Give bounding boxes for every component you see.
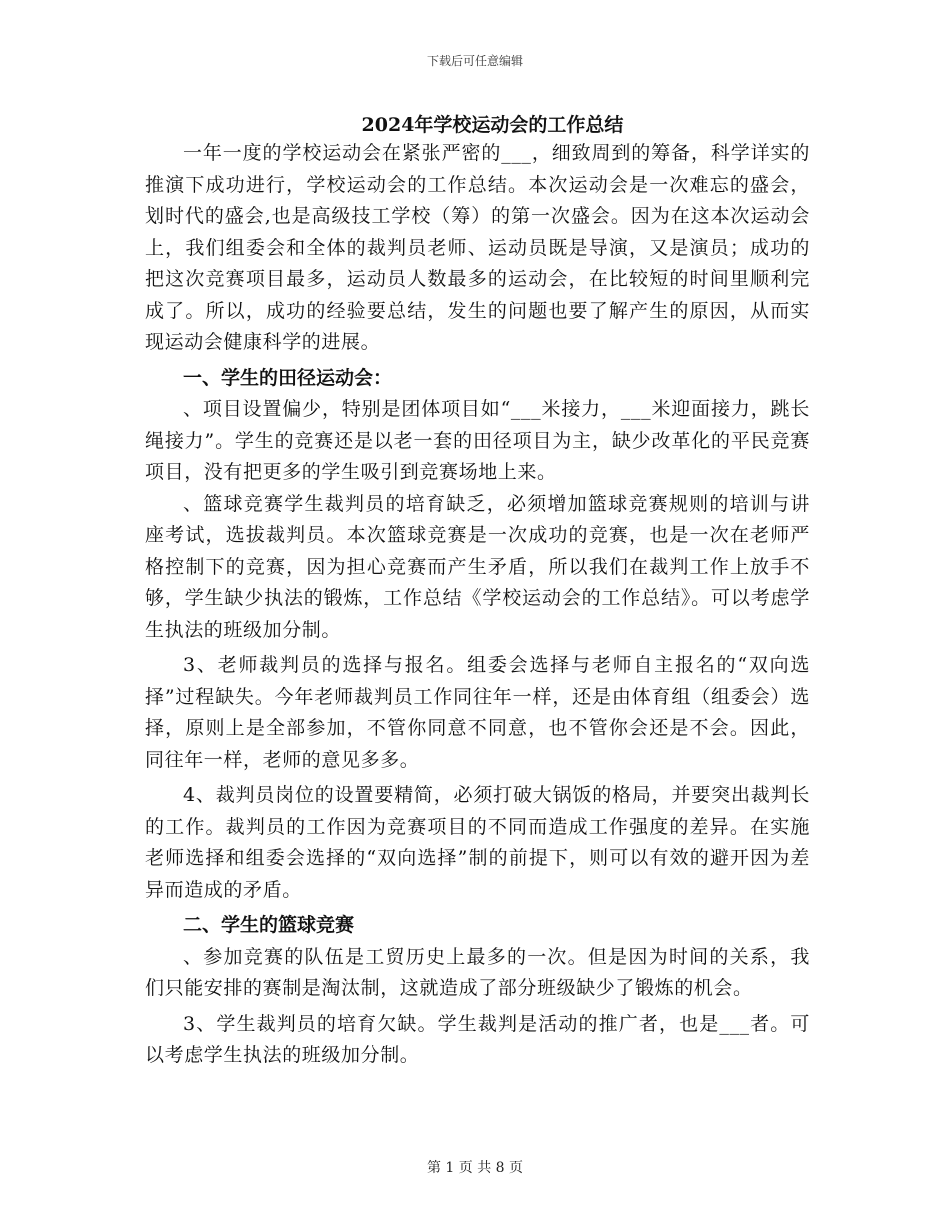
section-heading-basketball: 二、学生的篮球竞赛 — [183, 914, 355, 936]
header-note: 下载后可任意编辑 — [426, 54, 523, 68]
paragraph-item: 4、裁判员岗位的设置要精简，必须打破大锅饭的格局，并要突出裁判长的工作。裁判员的工作因为竞赛项目的不同而造成工作强度的差异。在实施老师选择和组委会选择的“双向选择”制的前提下，则可以有效的避开因为差异而造成的矛盾。 — [145, 784, 810, 901]
document-title: 2024年学校运动会的工作总结 — [361, 114, 624, 136]
paragraph-item: 、参加竞赛的队伍是工贸历史上最多的一次。但是因为时间的关系，我们只能安排的赛制是淘汰制，这就造成了部分班级缺少了锻炼的机会。 — [145, 945, 810, 999]
paragraph-item: 、篮球竞赛学生裁判员的培育缺乏，必须增加篮球竞赛规则的培训与讲座考试，选拔裁判员。本次篮球竞赛是一次成功的竞赛，也是一次在老师严格控制下的竞赛，因为担心竞赛而产生矛盾，所以我们在裁判工作上放手不够，学生缺少执法的锻炼，工作总结《学校运动会的工作总结》。可以考虑学生执法的班级加分制。 — [145, 492, 810, 641]
paragraph-item: 3、老师裁判员的选择与报名。组委会选择与老师自主报名的“双向选择”过程缺失。今年老师裁判员工作同往年一样，还是由体育组（组委会）选择，原则上是全部参加，不管你同意不同意，也不管你会还是不会。因此，同往年一样，老师的意见多多。 — [145, 654, 810, 771]
paragraph-item: 3、学生裁判员的培育欠缺。学生裁判是活动的推广者，也是___者。可以考虑学生执法的班级加分制。 — [145, 1012, 810, 1066]
paragraph-item: 、项目设置偏少，特别是团体项目如“___米接力，___米迎面接力，跳长绳接力”。学生的竞赛还是以老一套的田径项目为主，缺少改革化的平民竞赛项目，没有把更多的学生吸引到竞赛场地上来。 — [145, 398, 810, 483]
intro-paragraph: 一年一度的学校运动会在紧张严密的___，细致周到的筹备，科学详实的推演下成功进行，学校运动会的工作总结。本次运动会是一次难忘的盛会，划时代的盛会,也是高级技工学校（筹）的第一次盛会。因为在这本次运动会上，我们组委会和全体的裁判员老师、运动员既是导演，又是演员；成功的把这次竞赛项目最多，运动员人数最多的运动会，在比较短的时间里顺利完成了。所以，成功的经验要总结，发生的问题也要了解产生的原因，从而实现运动会健康科学的进展。 — [145, 142, 810, 353]
section-heading-track: 一、学生的田径运动会： — [183, 366, 393, 389]
page-footer: 第 1 页 共 8 页 — [426, 1160, 524, 1176]
document-body — [145, 112, 810, 1072]
